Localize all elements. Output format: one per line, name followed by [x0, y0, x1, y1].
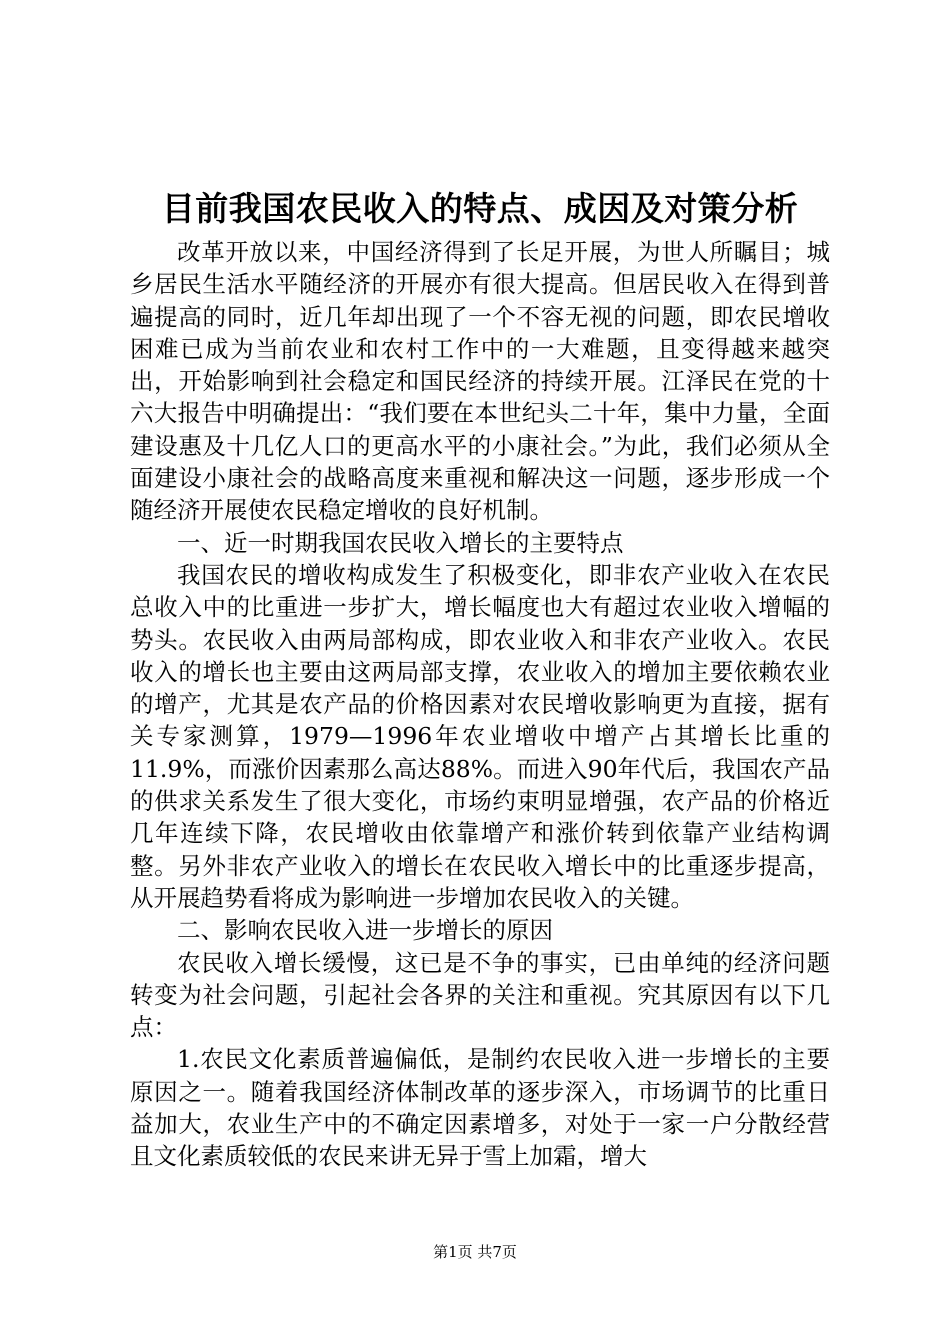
intro-paragraph: 改革开放以来，中国经济得到了长足开展，为世人所瞩目；城乡居民生活水平随经济的开展亦有很大提高。但居民收入在得到普遍提高的同时，近几年却出现了一个不容无视的问题，即农民增收困难已成为当前农业和农村工作中的一大难题，且变得越来越突出，开始影响到社会稳定和国民经济的持续开展。江泽民在党的十六大报告中明确提出：“我们要在本世纪头二十年，集中力量，全面建设惠及十几亿人口的更高水平的小康社会。”为此，我们必须从全面建设小康社会的战略高度来重视和解决这一问题，逐步形成一个随经济开展使农民稳定增收的良好机制。: [130, 238, 830, 525]
section2-paragraph-2: 1.农民文化素质普遍偏低，是制约农民收入进一步增长的主要原因之一。随着我国经济体制改革的逐步深入，市场调节的比重日益加大，农业生产中的不确定因素增多，对处于一家一户分散经营且文化素质较低的农民来讲无异于雪上加霜，增大: [130, 1045, 830, 1171]
page-footer: 第1页 共7页: [433, 1243, 517, 1261]
document-body: [130, 186, 830, 1173]
document-title: 目前我国农民收入的特点、成因及对策分析: [161, 189, 799, 228]
section-heading-2: 二、影响农民收入进一步增长的原因: [177, 916, 553, 945]
section2-paragraph-1: 农民收入增长缓慢，这已是不争的事实，已由单纯的经济问题转变为社会问题，引起社会各界的关注和重视。究其原因有以下几点：: [130, 948, 830, 1042]
section1-paragraph: 我国农民的增收构成发生了积极变化，即非农产业收入在农民总收入中的比重进一步扩大，增长幅度也大有超过农业收入增幅的势头。农民收入由两局部构成，即农业收入和非农产业收入。农民收入的增长也主要由这两局部支撑，农业收入的增加主要依赖农业的增产，尤其是农产品的价格因素对农民增收影响更为直接，据有关专家测算，1979—1996年农业增收中增产占其增长比重的11.9%，而涨价因素那么高达88%。而进入90年代后，我国农产品的供求关系发生了很大变化，市场约束明显增强，农产品的价格近几年连续下降，农民增收由依靠增产和涨价转到依靠产业结构调整。另外非农产业收入的增长在农民收入增长中的比重逐步提高，从开展趋势看将成为影响进一步增加农民收入的关键。: [130, 560, 830, 912]
section-heading-1: 一、近一时期我国农民收入增长的主要特点: [177, 528, 624, 557]
